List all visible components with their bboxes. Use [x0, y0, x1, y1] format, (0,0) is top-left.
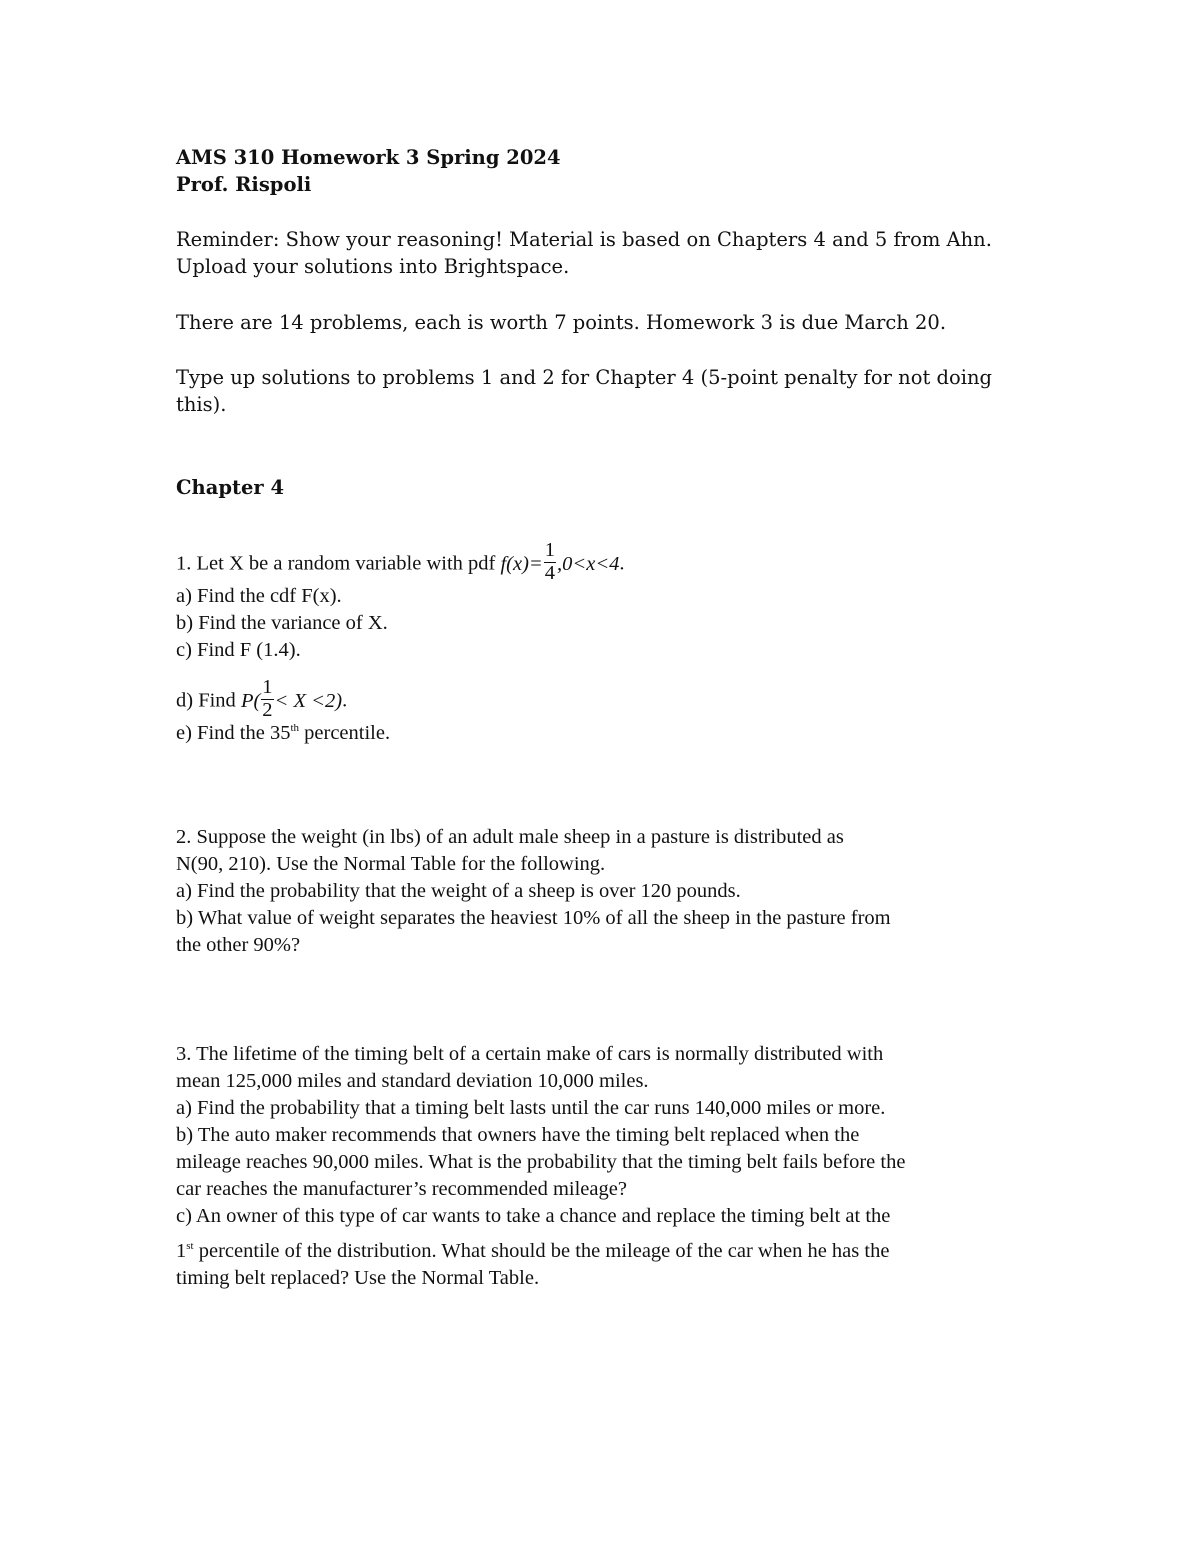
- instructor-name: Prof. Rispoli: [176, 173, 312, 196]
- problem-2-line-3: a) Find the probability that the weight of a sheep is over 120 pounds.: [176, 880, 741, 902]
- reminder-line-1: Reminder: Show your reasoning! Material is based on Chapters 4 and 5 from Ahn.: [176, 228, 992, 251]
- problem-2-line-4: b) What value of weight separates the heaviest 10% of all the sheep in the pasture from: [176, 907, 891, 929]
- problem-1-part-c: c) Find F (1.4).: [176, 639, 301, 661]
- problem-3-line-4: b) The auto maker recommends that owners have the timing belt replaced when the: [176, 1124, 860, 1146]
- pdf-denominator: 4: [544, 561, 556, 584]
- prob-fraction: [261, 677, 273, 721]
- problem-2-line-5: the other 90%?: [176, 934, 301, 956]
- problem-3-line-2: mean 125,000 miles and standard deviation 10,000 miles.: [176, 1070, 649, 1092]
- pdf-rhs: ,0<x<4: [557, 552, 620, 575]
- part-e-sup: th: [290, 722, 300, 734]
- pdf-numerator: 1: [544, 539, 556, 561]
- problem-3-line-7: c) An owner of this type of car wants to take a chance and replace the timing belt at the: [176, 1205, 891, 1227]
- prob-open: P(: [240, 689, 261, 712]
- prob-numerator: 1: [262, 676, 273, 698]
- pdf-lhs: f(x)=: [500, 552, 543, 575]
- reminder-line-2: Upload your solutions into Brightspace.: [176, 255, 570, 278]
- line-8-sup: st: [186, 1240, 194, 1252]
- line-8-post: percentile of the distribution. What should be the mileage of the car when he has the: [193, 1240, 890, 1262]
- problem-1-part-d: [176, 676, 348, 724]
- typeup-line-2: this).: [176, 393, 227, 416]
- part-d-lead: d) Find: [176, 689, 236, 712]
- pdf-formula: [500, 539, 620, 584]
- problem-3-line-5: mileage reaches 90,000 miles. What is the probability that the timing belt fails before the: [176, 1151, 906, 1173]
- problem-1-part-b: b) Find the variance of X.: [176, 612, 388, 634]
- problem-3-line-6: car reaches the manufacturer’s recommended mileage?: [176, 1178, 627, 1200]
- problems-note: There are 14 problems, each is worth 7 points. Homework 3 is due March 20.: [176, 311, 947, 334]
- problem-1-lead: 1. Let X be a random variable with pdf: [176, 552, 496, 575]
- prob-denominator: 2: [262, 698, 273, 721]
- chapter-heading: Chapter 4: [176, 476, 285, 499]
- probability-expression: [240, 676, 343, 721]
- problem-1-part-e: [176, 723, 390, 744]
- problem-3-line-1: 3. The lifetime of the timing belt of a certain make of cars is normally distributed with: [176, 1043, 884, 1065]
- problem-1-part-a: a) Find the cdf F(x).: [176, 585, 342, 607]
- line-8-pre: 1: [176, 1240, 187, 1262]
- problem-3-line-8: [176, 1241, 889, 1262]
- problem-3-line-3: a) Find the probability that a timing belt lasts until the car runs 140,000 miles or more.: [176, 1097, 886, 1119]
- pdf-period: .: [619, 552, 625, 575]
- typeup-line-1: Type up solutions to problems 1 and 2 for Chapter 4 (5-point penalty for not doing: [176, 366, 992, 389]
- part-e-pre: e) Find the 35: [176, 722, 291, 744]
- prob-close: < X <2): [274, 689, 343, 712]
- pdf-fraction: [544, 540, 556, 584]
- problem-3-line-9: timing belt replaced? Use the Normal Table.: [176, 1267, 540, 1289]
- problem-1-statement: [176, 539, 625, 587]
- problem-2-line-2: N(90, 210). Use the Normal Table for the following.: [176, 853, 606, 875]
- document-title: AMS 310 Homework 3 Spring 2024: [176, 146, 561, 169]
- problem-2-line-1: 2. Suppose the weight (in lbs) of an adult male sheep in a pasture is distributed as: [176, 826, 844, 848]
- part-d-period: .: [342, 689, 348, 712]
- part-e-post: percentile.: [299, 722, 391, 744]
